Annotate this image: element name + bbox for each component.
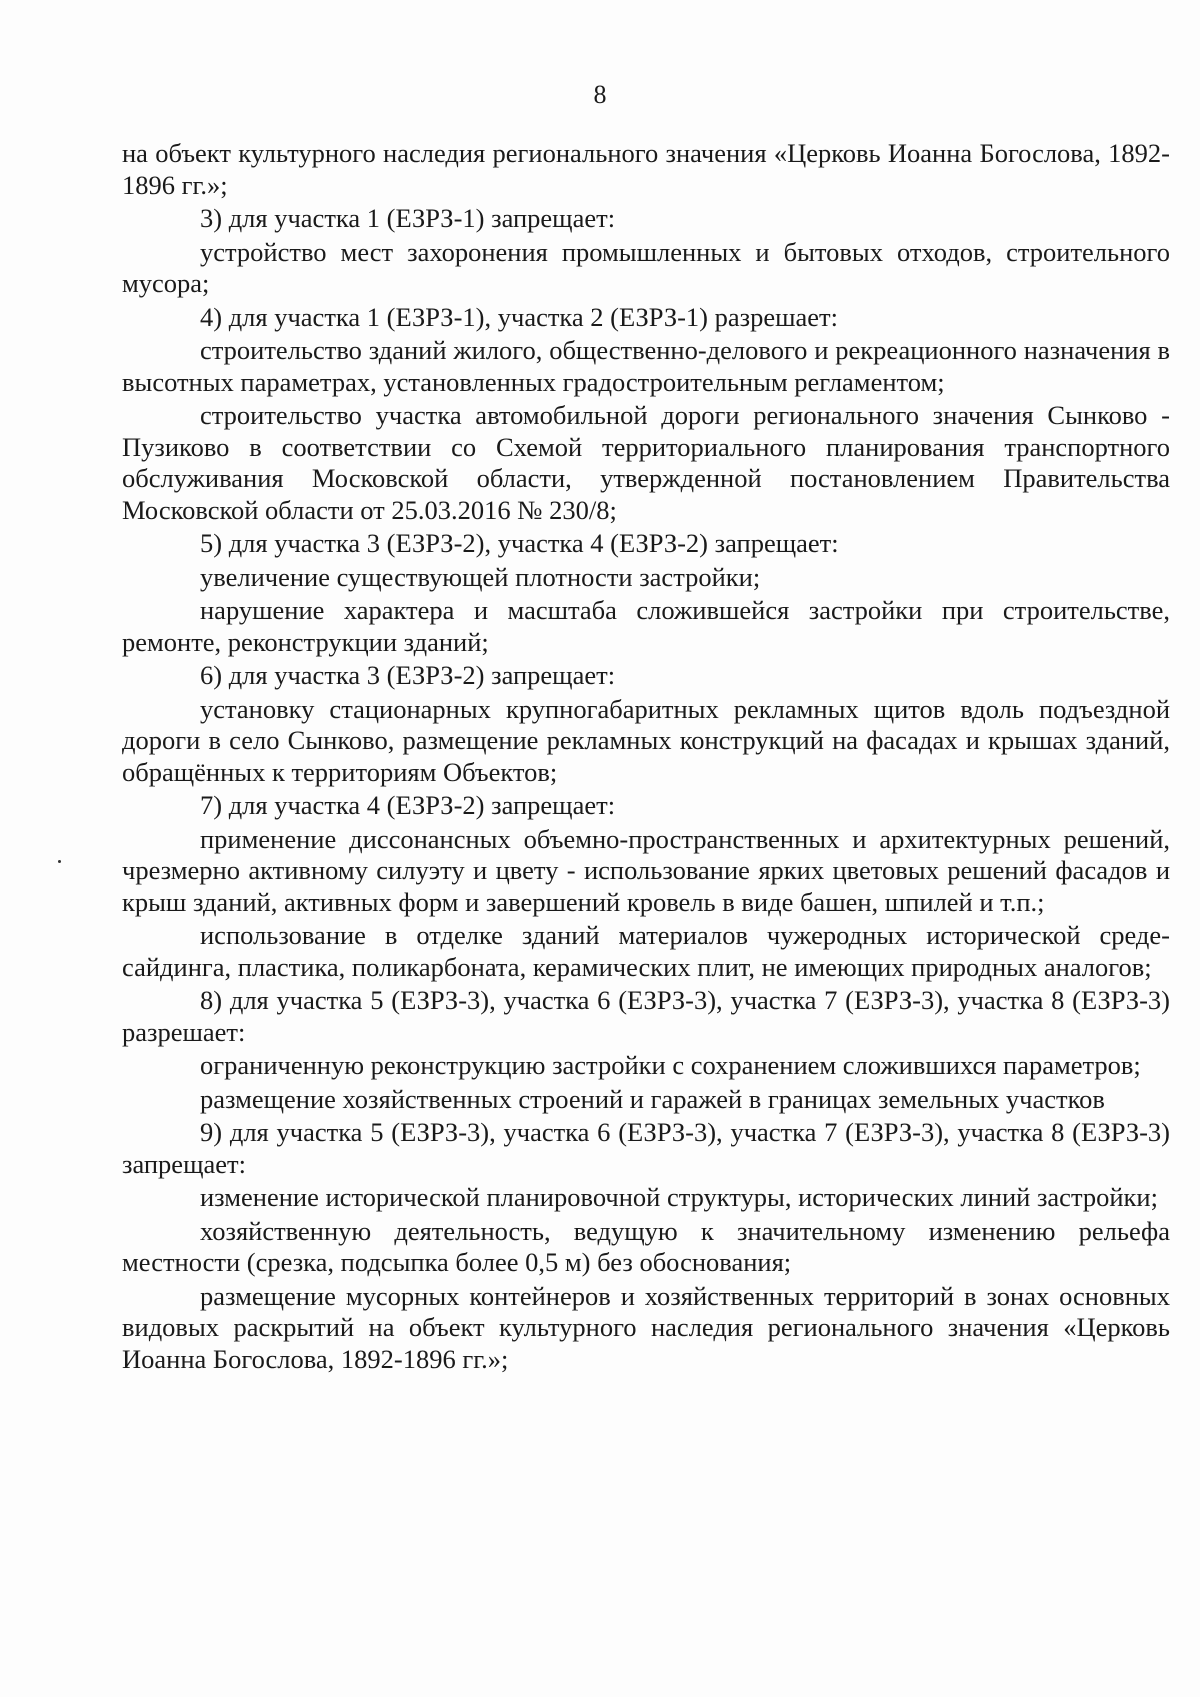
paragraph: 8) для участка 5 (ЕЗРЗ-3), участка 6 (ЕЗРЗ-3), участка 7 (ЕЗРЗ-3), участка 8 (ЕЗРЗ-3) разрешает: bbox=[122, 985, 1170, 1047]
paragraph: увеличение существующей плотности застройки; bbox=[200, 561, 761, 592]
paragraph: применение диссонансных объемно-пространственных и архитектурных решений, чрезмерно активному силуэту и цвету - использование ярких цветовых решений фасадов и крыш зданий, активных форм и завершений кровель в виде башен, шпилей и т.п.; bbox=[122, 823, 1170, 917]
paragraph: 6) для участка 3 (ЕЗРЗ-2) запрещает: bbox=[200, 660, 616, 690]
paragraph: строительство зданий жилого, общественно-делового и рекреационного назначения в высотных параметрах, установленных градостроительным регламентом; bbox=[122, 335, 1170, 397]
paragraph: 3) для участка 1 (ЕЗРЗ-1) запрещает: bbox=[200, 203, 616, 233]
paragraph: использование в отделке зданий материалов чужеродных исторической среде- сайдинга, пластика, поликарбоната, керамических плит, не имеющих природных аналогов; bbox=[122, 920, 1170, 982]
paragraph: 7) для участка 4 (ЕЗРЗ-2) запрещает: bbox=[200, 790, 616, 820]
paragraph: строительство участка автомобильной дороги регионального значения Сынково - Пузиково в соответствии со Схемой территориального планирования транспортного обслуживания Московской области, утвержденной постановлением Правительства Московской области от 25.03.2016 № 230/8; bbox=[122, 400, 1170, 525]
paragraph: установку стационарных крупногабаритных рекламных щитов вдоль подъездной дороги в село Сынково, размещение рекламных конструкций на фасадах и крышах зданий, обращённых к территориям Объектов; bbox=[122, 693, 1170, 787]
paragraph: нарушение характера и масштаба сложившейся застройки при строительстве, ремонте, реконструкции зданий; bbox=[122, 595, 1170, 657]
paragraph: 5) для участка 3 (ЕЗРЗ-2), участка 4 (ЕЗРЗ-2) запрещает: bbox=[200, 528, 839, 558]
paragraph: размещение хозяйственных строений и гаражей в границах земельных участков bbox=[200, 1083, 1105, 1114]
paragraph: изменение исторической планировочной структуры, исторических линий застройки; bbox=[200, 1182, 1158, 1212]
scan-speck bbox=[58, 860, 61, 863]
document-body bbox=[122, 138, 1170, 1377]
paragraph: 4) для участка 1 (ЕЗРЗ-1), участка 2 (ЕЗРЗ-1) разрешает: bbox=[200, 301, 838, 332]
paragraph: хозяйственную деятельность, ведущую к значительному изменению рельефа местности (срезка, подсыпка более 0,5 м) без обоснования; bbox=[122, 1215, 1170, 1277]
page-number: 8 bbox=[593, 80, 607, 109]
paragraph: устройство мест захоронения промышленных и бытовых отходов, строительного мусора; bbox=[122, 236, 1170, 298]
paragraph: 9) для участка 5 (ЕЗРЗ-3), участка 6 (ЕЗРЗ-3), участка 7 (ЕЗРЗ-3), участка 8 (ЕЗРЗ-3) запрещает: bbox=[122, 1117, 1170, 1179]
paragraph: на объект культурного наследия регионального значения «Церковь Иоанна Богослова, 1892-1896 гг.»; bbox=[122, 138, 1170, 200]
paragraph: размещение мусорных контейнеров и хозяйственных территорий в зонах основных видовых раскрытий на объект культурного наследия регионального значения «Церковь Иоанна Богослова, 1892-1896 гг.»; bbox=[122, 1280, 1170, 1374]
paragraph: ограниченную реконструкцию застройки с сохранением сложившихся параметров; bbox=[200, 1050, 1141, 1080]
